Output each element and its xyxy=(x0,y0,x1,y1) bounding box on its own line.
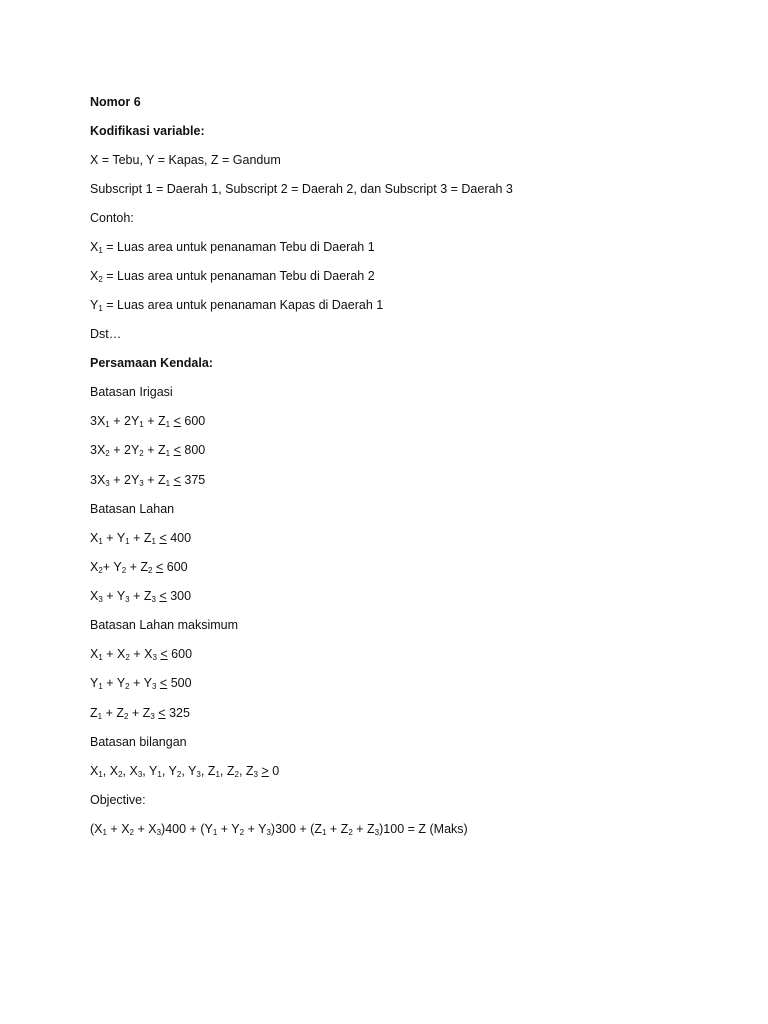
kodifikasi-heading: Kodifikasi variable: xyxy=(90,124,205,138)
subscript-definition: Subscript 1 = Daerah 1, Subscript 2 = Daerah 2, dan Subscript 3 = Daerah 3 xyxy=(90,182,513,196)
contoh-label: Contoh: xyxy=(90,211,134,225)
lahan-maks-constraint-3: $Z_1 + Z_2 + Z_3 < 325$ xyxy=(90,706,190,721)
example-2-text: = Luas area untuk penanaman Tebu di Daerah 2 xyxy=(102,269,375,283)
irigasi-rhs-3: 375 xyxy=(184,473,206,487)
lahan-heading: Batasan Lahan xyxy=(90,502,175,516)
lahan-rhs-1: 400 xyxy=(170,531,192,545)
irigasi-constraint-1: $3X_1 + 2Y_1 + Z_1 < 600$ xyxy=(90,414,206,429)
irigasi-heading: Batasan Irigasi xyxy=(90,385,173,399)
example-line-2: $X_2$ = Luas area untuk penanaman Tebu di Daerah 2 xyxy=(90,269,375,284)
irigasi-rhs-2: 800 xyxy=(184,443,206,457)
lahan-rhs-2: 600 xyxy=(166,560,188,574)
objective-label: Objective: xyxy=(90,793,146,807)
objective-coef-y: 300 xyxy=(275,822,296,836)
lahan-constraint-3: $X_3 + Y_3 + Z_3 < 300$ xyxy=(90,589,192,604)
kendala-heading: Persamaan Kendala: xyxy=(90,356,213,370)
example-line-1: $X_1$ = Luas area untuk penanaman Tebu di Daerah 1 xyxy=(90,240,375,255)
lahan-rhs-3: 300 xyxy=(170,589,192,603)
objective-coef-z: 100 xyxy=(383,822,405,836)
dst-text: Dst… xyxy=(90,327,122,341)
irigasi-constraint-2: $3X_2 + 2Y_2 + Z_1 < 800$ xyxy=(90,443,206,458)
lahan-maks-rhs-2: 500 xyxy=(170,676,192,690)
example-1-text: = Luas area untuk penanaman Tebu di Daerah 1 xyxy=(102,240,375,254)
lahan-constraint-1: $X_1 + Y_1 + Z_1 < 400$ xyxy=(90,531,192,546)
lahan-constraint-2: $X_2+ Y_2 + Z_2 < 600$ xyxy=(90,560,188,575)
irigasi-constraint-3: $3X_3 + 2Y_3 + Z_1 < 375$ xyxy=(90,473,206,488)
objective-function: $(X_1 + X_2 + X_3)400 + (Y_1 + Y_2 + Y_3)300 + (Z_1 + Z_2 + Z_3)100 = Z$ (Maks) xyxy=(90,822,468,837)
bilangan-constraint: $X_1$, $X_2$, $X_3$, $Y_1$, $Y_2$, $Y_3$, $Z_1$, $Z_2$, $Z_3 > 0$ xyxy=(90,764,280,779)
doc-title: Nomor 6 xyxy=(90,95,141,109)
variables-definition: X = Tebu, Y = Kapas, Z = Gandum xyxy=(90,153,281,167)
example-3-text: = Luas area untuk penanaman Kapas di Daerah 1 xyxy=(102,298,384,312)
lahan-maks-rhs-3: 325 xyxy=(169,706,190,720)
lahan-maks-constraint-2: $Y_1 + Y_2 + Y_3 < 500$ xyxy=(90,676,192,691)
lahan-maks-constraint-1: $X_1 + X_2 + X_3 < 600$ xyxy=(90,647,193,662)
bilangan-heading: Batasan bilangan xyxy=(90,735,187,749)
lahan-maks-heading: Batasan Lahan maksimum xyxy=(90,618,238,632)
bilangan-rhs: 0 xyxy=(272,764,280,778)
objective-coef-x: 400 xyxy=(165,822,187,836)
example-line-3: $Y_1$ = Luas area untuk penanaman Kapas di Daerah 1 xyxy=(90,298,384,313)
lahan-maks-rhs-1: 600 xyxy=(171,647,193,661)
objective-rhs: Z (Maks) xyxy=(418,822,468,836)
irigasi-rhs-1: 600 xyxy=(184,414,206,428)
